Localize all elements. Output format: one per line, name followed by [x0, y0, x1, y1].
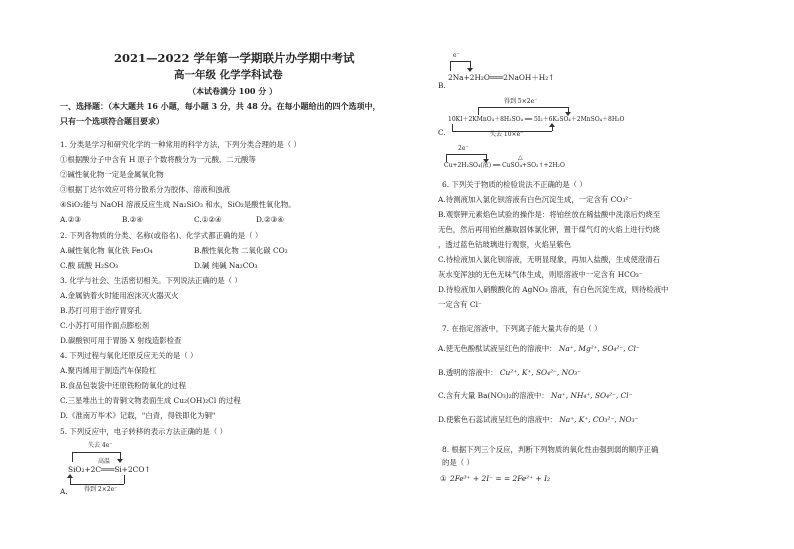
q5d-bracket — [446, 154, 486, 155]
q3-option-b: B.苏打可用于治疗胃穿孔 — [60, 306, 142, 315]
q5b-letter: B. — [438, 81, 446, 90]
q7-option-a-ions: Na⁺, Mg²⁺, SO₄²⁻, Cl⁻ — [558, 344, 640, 353]
q5c-bottom-arrow — [549, 123, 555, 127]
q5b-equation: 2Na+2H₂O═══2NaOH＋H₂↑ — [448, 73, 555, 82]
q2-option-a: A.碱性氧化物 氧化铁 Fe₃O₄ — [60, 246, 153, 255]
q5a-equation: SiO₂+2C═══Si+2CO↑ — [68, 465, 151, 474]
q2-option-d: D.碱 纯碱 Na₂CO₃ — [194, 261, 258, 270]
q7-option-a — [438, 345, 640, 352]
q7-option-b-ions: Cu²⁺, K⁺, SO₄²⁻, NO₃⁻ — [499, 368, 582, 377]
q6-option-d-line: D.待检液加入硝酸酸化的 AgNO₃ 溶液，有白色沉淀生成，则待检液中 — [438, 285, 669, 294]
q4-stem: 4. 下列过程与氧化还原反应无关的是（ ） — [60, 351, 198, 360]
q1-item: ①根据酸分子中含有 H 原子个数将酸分为一元酸、二元酸等 — [60, 155, 256, 164]
q5a-letter: A. — [60, 487, 68, 496]
q7-stem: 7. 在指定溶液中，下列离子能大量共存的是（ ） — [442, 324, 602, 333]
q5c-top-label: 得到 5×2e⁻ — [504, 98, 538, 105]
q5b-bracket-left — [450, 61, 451, 71]
q5d-condition: △ — [518, 154, 523, 161]
score-note: （本试卷满分 100 分 ） — [188, 86, 278, 96]
q1-option-d: D.②③④ — [256, 215, 284, 224]
q8-stem-line1: 8. 根据下列三个反应，判断下列物质的氧化性由强到弱的顺序正确 — [442, 445, 659, 454]
q8-stem-line2: 的是（ ） — [442, 458, 474, 467]
q5a-top-bracket-left — [72, 452, 73, 462]
q8-reaction1-marker: ① — [440, 474, 447, 483]
q1-item: ④SiO₂能与 NaOH 溶液反应生成 Na₂SiO₃ 和水，SiO₂是酸性氧化物。 — [60, 200, 296, 209]
exam-subtitle: 高一年级 化学学科试卷 — [174, 69, 283, 81]
q2-option-b: B.酸性氧化物 二氧化碳 CO₂ — [194, 246, 288, 255]
q4-option-d: D.《淮南万毕术》记载，"白青，得铁即化为铜" — [60, 411, 216, 420]
q5d-label: 2e⁻ — [458, 145, 469, 152]
q5c-equation: 10KI＋2KMnO₄＋8H₂SO₄ ══ 5I₂＋6K₂SO₄＋2MnSO₄＋8H₂O — [448, 116, 625, 123]
q1-option-b: B.②④ — [122, 215, 144, 224]
q6-option-c-line: C.待检液加入氯化钡溶液，无明显现象，再加入盐酸，生成使澄清石 — [438, 255, 661, 264]
q1-option-c: C.①②④ — [194, 215, 222, 224]
q5b-label: e⁻ — [453, 52, 460, 59]
q6-option-b-line: 无色，然后再用铂丝蘸取固体氯化钾，置于煤气灯的火焰上进行灼烧 — [438, 225, 660, 234]
q2-option-c: C.酸 硫酸 H₂SO₃ — [60, 261, 119, 270]
q7-option-c-text: C.含有大量 Ba(NO₃)₂的溶液中： — [438, 391, 549, 400]
q6-option-b-line: B.观察钾元素焰色试验的操作是：将铂丝放在稀盐酸中洗涤后灼烧至 — [438, 210, 661, 219]
exam-title: 2021—2022 学年第一学期联片办学期中考试 — [114, 51, 355, 65]
q5c-bottom-label: 失去 10×e⁻ — [490, 131, 524, 138]
q3-stem: 3. 化学与社会、生活密切相关。下列说法正确的是（ ） — [60, 276, 242, 285]
q5a-top-bracket — [72, 452, 120, 453]
q2-stem: 2. 下列各物质的分类、名称(或俗名)、化学式都正确的是（ ） — [60, 231, 263, 240]
q5c-top-bracket — [478, 107, 568, 108]
q4-option-c: C.三星堆出土的青铜文物表面生成 Cu₂(OH)₂Cl 的过程 — [60, 396, 241, 405]
q4-option-b: B.食品包装袋中还原铁粉防氧化的过程 — [60, 381, 187, 390]
q7-option-b — [438, 369, 581, 376]
q3-option-c: C.小苏打可用作面点膨松剂 — [60, 321, 150, 330]
q5c-bottom-bracket-left — [452, 124, 453, 131]
q3-option-d: D.碳酸钡可用于胃肠 X 射线造影检查 — [60, 336, 182, 345]
q7-option-d — [438, 416, 638, 423]
q6-stem: 6. 下列关于物质的检验说法不正确的是（ ） — [442, 180, 587, 189]
q6-option-d-line: 一定含有 Cl⁻ — [438, 300, 482, 309]
q5c-top-bracket-left — [478, 107, 479, 115]
q5a-top-label: 失去 4e⁻ — [88, 442, 113, 449]
q5a-bottom-bracket-right — [124, 475, 125, 484]
section-heading-line1: 一、选择题：（本大题共 16 小题，每小题 3 分，共 48 分。在每小题给出的四个选项中， — [60, 101, 381, 111]
q7-option-a-text: A.使无色酚酞试液呈红色的溶液中： — [438, 344, 557, 353]
q7-option-b-text: B.透明的溶液中： — [438, 368, 498, 377]
right-column — [438, 0, 738, 549]
q1-stem: 1. 分类是学习和研究化学的一种常用的科学方法，下列分类合理的是（ ） — [60, 140, 301, 149]
q1-item: ②碱性氧化物一定是金属氧化物 — [60, 170, 164, 179]
q5b-arrow — [467, 68, 473, 72]
q5a-bottom-arrow — [67, 474, 73, 478]
q5d-equation: Cu+2H₂SO₄(浓) ══ CuSO₄+SO₂↑+2H₂O — [444, 162, 565, 169]
left-column — [60, 0, 410, 549]
q1-option-a: A.②③ — [60, 215, 81, 224]
q7-option-c-ions: Na⁺, NH₄⁺, SO₄²⁻, Cl⁻ — [551, 391, 633, 400]
q1-item: ③根据丁达尔效应可将分散系分为胶体、溶液和浊液 — [60, 185, 230, 194]
q7-option-d-ions: Na⁺, K⁺, CO₃²⁻, NO₃⁻ — [559, 415, 639, 424]
q6-option-c-line: 灰水变浑浊的无色无味气体生成，则原溶液中一定含有 HCO₃⁻ — [438, 270, 643, 279]
q5-stem: 5. 下列反应中，电子转移的表示方法正确的是（ ） — [60, 427, 227, 436]
q5a-bottom-bracket — [70, 484, 124, 485]
q8-reaction1: 2Fe³⁺ + 2I⁻ = = 2Fe²⁺ + I₂ — [450, 474, 550, 483]
q4-option-a: A.聚丙烯用于制造汽车保险杠 — [60, 366, 157, 375]
q7-option-c — [438, 392, 633, 399]
section-heading-line2: 只有一个选项符合题目要求） — [60, 116, 164, 126]
q6-option-b-line: ，透过蓝色钴玻璃进行观察，火焰呈紫色 — [438, 240, 572, 249]
q5d-bracket-left — [446, 154, 447, 162]
q6-option-a: A.待测液加入氯化钡溶液有白色沉淀生成，一定含有 CO₃²⁻ — [438, 195, 633, 204]
q5c-letter: C. — [438, 128, 446, 137]
q5a-top-arrow — [117, 459, 123, 463]
q5a-condition: 高温 — [98, 458, 111, 465]
q5a-bottom-label: 得到 2×2e⁻ — [84, 486, 118, 493]
q7-option-d-text: D.使紫色石蕊试液呈红色的溶液中： — [438, 415, 557, 424]
q5b-bracket — [450, 61, 470, 62]
q3-option-a: A.金属钠着火时能用泡沫灭火器灭火 — [60, 291, 179, 300]
